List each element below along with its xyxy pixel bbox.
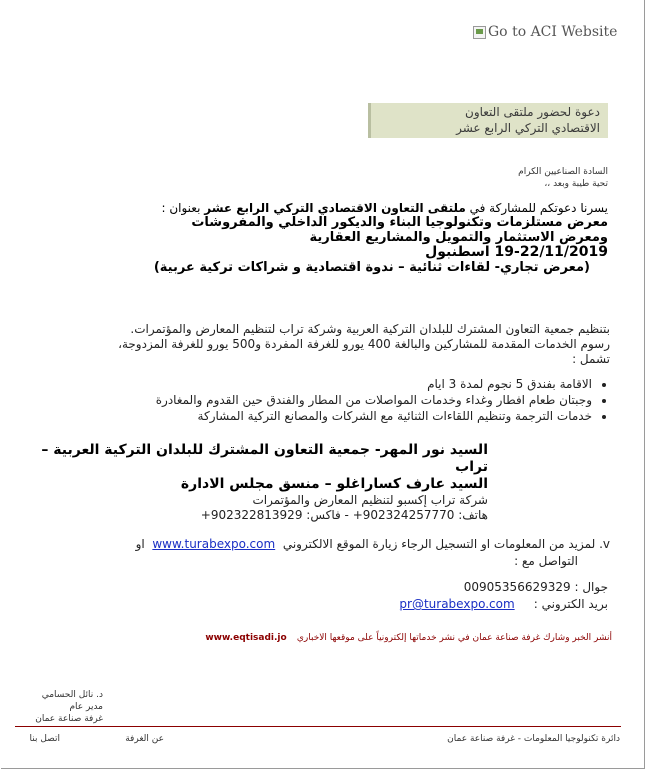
footer-dept: دائرة تكنولوجيا المعلومات - غرفة صناعة عمان: [447, 734, 620, 744]
more-info-marker: v.: [599, 537, 610, 551]
org-line-1: بتنظيم جمعية التعاون المشترك للبلدان التركية العربية وشركة تراب لتنظيم المعارض والمؤتمرات.: [130, 322, 610, 336]
contact-with-text: التواصل مع :: [514, 554, 578, 568]
list-item: • وجبتان طعام افطار وغداء وخدمات المواصلات من المطار والفندق حين القدوم والمغادرة: [32, 392, 592, 408]
contacts-block: [18, 442, 488, 523]
contact-person-1: السيد نور المهر- جمعية التعاون المشترك للبلدان التركية العربية – تراب: [41, 442, 488, 475]
contact-phones: [18, 508, 488, 523]
logo-alt-text: Go to ACI Website: [488, 24, 618, 40]
signature-org: غرفة صناعة عمان: [35, 714, 103, 724]
org-line-2: رسوم الخدمات المقدمة للمشاركين والبالغة 400 يورو للغرفة المفردة و500 يورو للغرفة المزدوجة،: [118, 337, 610, 351]
signature-name: د. نائل الحسامي: [41, 690, 103, 700]
mobile-line: [308, 580, 608, 595]
organization-paragraph: [30, 322, 610, 367]
list-item: • خدمات الترجمة وتنظيم اللقاءات الثنائية مع الشركات والمصانع التركية المشاركة: [32, 408, 592, 424]
mobile-number: 00905356629329: [463, 580, 571, 594]
signature-title: مدير عام: [69, 702, 103, 712]
expo-title-1: معرض مستلزمات وتكنولوجيا البناء والديكور الداخلي والمفروشات: [191, 215, 608, 230]
phone-label: هاتف:: [458, 508, 488, 522]
promo-site-link[interactable]: www.eqtisadi.jo: [205, 633, 287, 643]
email-label: بريد الكتروني :: [533, 597, 608, 611]
event-note: (معرض تجاري- لقاءات ثنائية – ندوة اقتصادية و شراكات تركية عربية): [153, 260, 590, 275]
list-item: • الاقامة بفندق 5 نجوم لمدة 3 ايام: [32, 376, 592, 392]
mobile-label: جوال :: [574, 580, 608, 594]
email-link[interactable]: pr@turabexpo.com: [399, 597, 515, 611]
salutation-line-2: تحية طيبة وبعد ،،: [544, 179, 608, 189]
broken-image-icon: [473, 26, 486, 39]
footer-divider: [15, 726, 621, 727]
signature: [3, 689, 103, 725]
contact-company: شركة تراب إكسبو لتنظيم المعارض والمؤتمرات: [252, 493, 488, 507]
or-text: او: [135, 537, 145, 551]
more-info-line: [30, 537, 610, 552]
promo-line: [32, 625, 612, 644]
invitation-banner: [368, 103, 608, 138]
email-line: [308, 597, 608, 612]
intro-suffix: بعنوان :: [161, 201, 205, 215]
banner-accent-bar: [368, 103, 371, 138]
invitation-intro: [48, 201, 608, 275]
footer-about-link[interactable]: عن الغرفة: [125, 734, 164, 744]
contact-person-2: السيد عارف كساراغلو – منسق مجلس الادارة: [180, 476, 488, 492]
footer-contact-link[interactable]: اتصل بنا: [29, 734, 60, 744]
fax-number: +902322813929: [200, 508, 303, 522]
banner-line-1: دعوة لحضور ملتقى التعاون: [465, 105, 600, 119]
salutation-line-1: السادة الصناعيين الكرام: [518, 167, 608, 177]
intro-line: [48, 201, 608, 215]
aci-website-link[interactable]: [473, 24, 617, 40]
website-link[interactable]: www.turabexpo.com: [152, 537, 276, 551]
intro-prefix: يسرنا دعوتكم للمشاركة في: [465, 201, 608, 215]
more-info-text: لمزيد من المعلومات او التسجيل الرجاء زيارة الموقع الالكتروني: [282, 537, 596, 551]
fax-label: - فاكس:: [306, 508, 349, 522]
promo-text: أنشر الخبر وشارك غرفة صناعة عمان في نشر خدماتها إلكترونياً على موقعها الاخباري: [296, 633, 612, 643]
banner-line-2: الاقتصادي التركي الرابع عشر: [456, 121, 600, 135]
event-dates: 19-22/11/2019 اسطنبول: [425, 244, 608, 260]
org-line-3: تشمل :: [572, 352, 610, 366]
salutation: [308, 166, 608, 190]
expo-title-2: ومعرض الاستثمار والتمويل والمشاريع العقارية: [309, 230, 608, 245]
event-name: ملتقى التعاون الاقتصادي التركي الرابع عشر: [204, 201, 466, 215]
phone-number: +902324257770: [352, 508, 455, 522]
services-list: [32, 376, 610, 424]
